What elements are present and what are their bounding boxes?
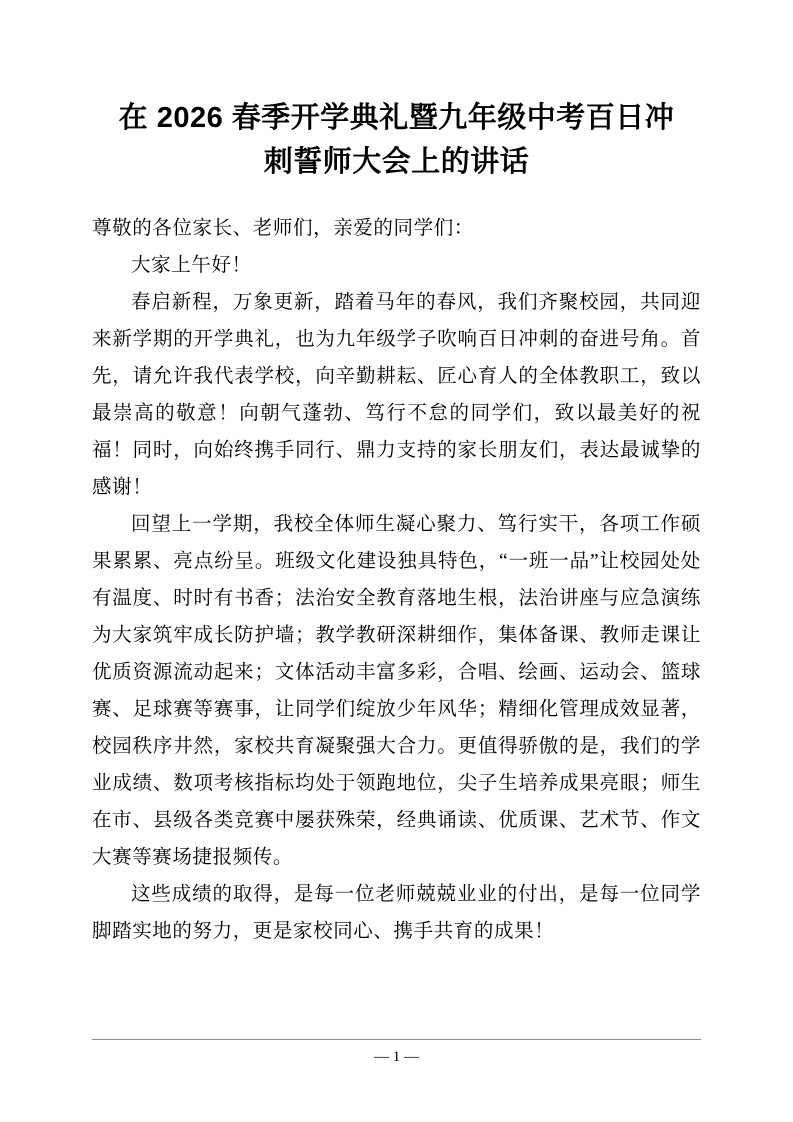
paragraph-credit: 这些成绩的取得，是每一位老师兢兢业业的付出，是每一位同学脚踏实地的努力，更是家校同心、携手共育的成果！ [92,884,701,942]
paragraph-opening: 春启新程，万象更新，踏着马年的春风，我们齐聚校园，共同迎来新学期的开学典礼，也为九年级学子吹响百日冲刺的奋进号角。首先，请允许我代表学校，向辛勤耕耘、匠心育人的全体教职工，致以最崇高的敬意！向朝气蓬勃、笃行不怠的同学们，致以最美好的祝福！同时，向始终携手同行、鼎力支持的家长朋友们，表达最诚挚的感谢！ [92,292,701,498]
page-title: 在 2026 春季开学典礼暨九年级中考百日冲刺誓师大会上的讲话 [118,102,675,178]
page-number: — 1 — [374,1049,419,1065]
paragraph-salutation: 尊敬的各位家长、老师们，亲爱的同学们： [92,218,474,239]
footer-divider [92,1039,701,1040]
paragraph-review: 回望上一学期，我校全体师生凝心聚力、笃行实干，各项工作硕果累累、亮点纷呈。班级文化建设独具特色，“一班一品”让校园处处有温度、时时有书香；法治安全教育落地生根，法治讲座与应急演练为大家筑牢成长防护墙；教学教研深耕细作，集体备课、教师走课让优质资源流动起来；文体活动丰富多彩，合唱、绘画、运动会、篮球赛、足球赛等赛事，让同学们绽放少年风华；精细化管理成效显著，校园秩序井然，家校共育凝聚强大合力。更值得骄傲的是，我们的学业成绩、数项考核指标均处于领跑地位，尖子生培养成果亮眼；师生在市、县级各类竞赛中屡获殊荣，经典诵读、优质课、艺术节、作文大赛等赛场捷报频传。 [92,514,701,868]
paragraph-greeting: 大家上午好！ [131,255,252,276]
